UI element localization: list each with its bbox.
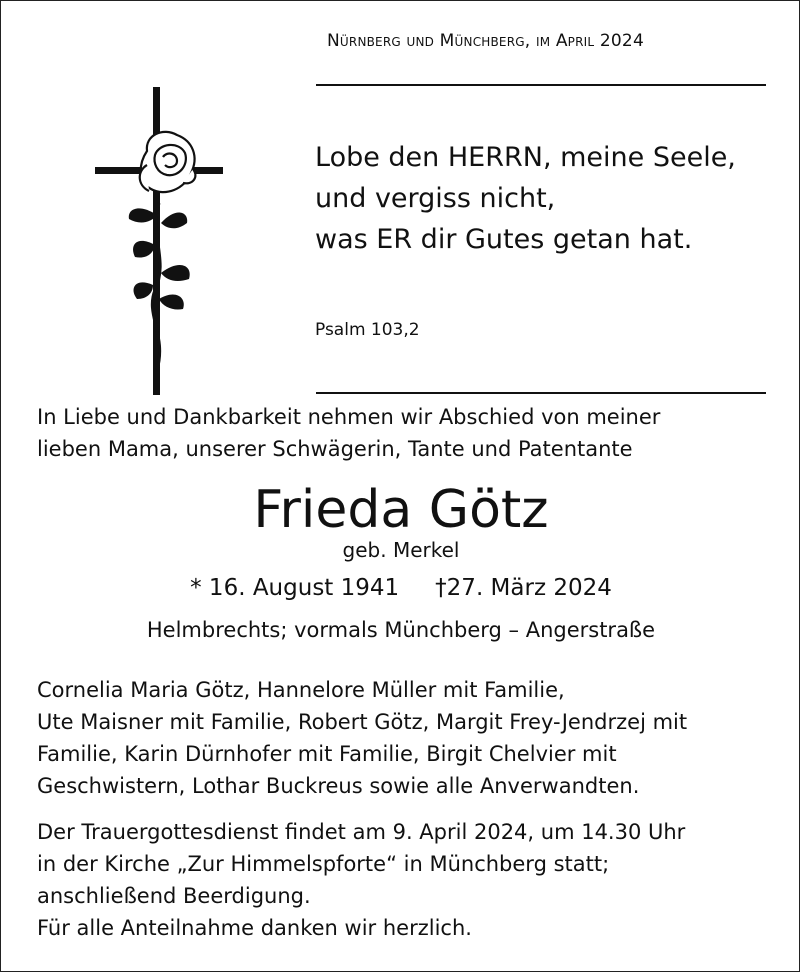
bible-verse: [315, 137, 736, 260]
mourners-line: Ute Maisner mit Familie, Robert Götz, Margit Frey-Jendrzej mit: [37, 710, 688, 734]
verse-line: was ER dir Gutes getan hat.: [315, 224, 693, 255]
mourners-line: Cornelia Maria Götz, Hannelore Müller mit Familie,: [37, 678, 565, 702]
life-dates: [1, 575, 800, 601]
death-date: †27. März 2024: [435, 575, 612, 601]
intro-line: lieben Mama, unserer Schwägerin, Tante und Patentante: [37, 437, 633, 461]
verse-reference: Psalm 103,2: [315, 320, 420, 340]
service-line: Für alle Anteilnahme danken wir herzlich.: [37, 916, 472, 940]
cross-with-rose-icon: [89, 85, 229, 397]
divider-top: [316, 84, 766, 86]
mourners-line: Familie, Karin Dürnhofer mit Familie, Birgit Chelvier mit: [37, 742, 617, 766]
mourners-list: [37, 674, 687, 802]
deceased-name: Frieda Götz: [253, 480, 549, 540]
intro-text: [37, 401, 660, 465]
intro-line: In Liebe und Dankbarkeit nehmen wir Abschied von meiner: [37, 405, 661, 429]
birth-date: * 16. August 1941: [190, 575, 400, 601]
divider-bottom: [316, 392, 766, 394]
verse-line: und vergiss nicht,: [315, 183, 556, 214]
service-info: [37, 816, 685, 944]
service-line: anschließend Beerdigung.: [37, 884, 311, 908]
service-line: in der Kirche „Zur Himmelspforte“ in Münchberg statt;: [37, 852, 610, 876]
service-line: Der Trauergottesdienst findet am 9. April 2024, um 14.30 Uhr: [37, 820, 686, 844]
mourners-line: Geschwistern, Lothar Buckreus sowie alle Anverwandten.: [37, 774, 640, 798]
verse-line: Lobe den HERRN, meine Seele,: [315, 142, 736, 173]
place-date-line: Nürnberg und Münchberg, im April 2024: [327, 31, 644, 51]
birth-name: geb. Merkel: [342, 538, 460, 562]
residence-line: Helmbrechts; vormals Münchberg – Angerstraße: [146, 618, 656, 642]
